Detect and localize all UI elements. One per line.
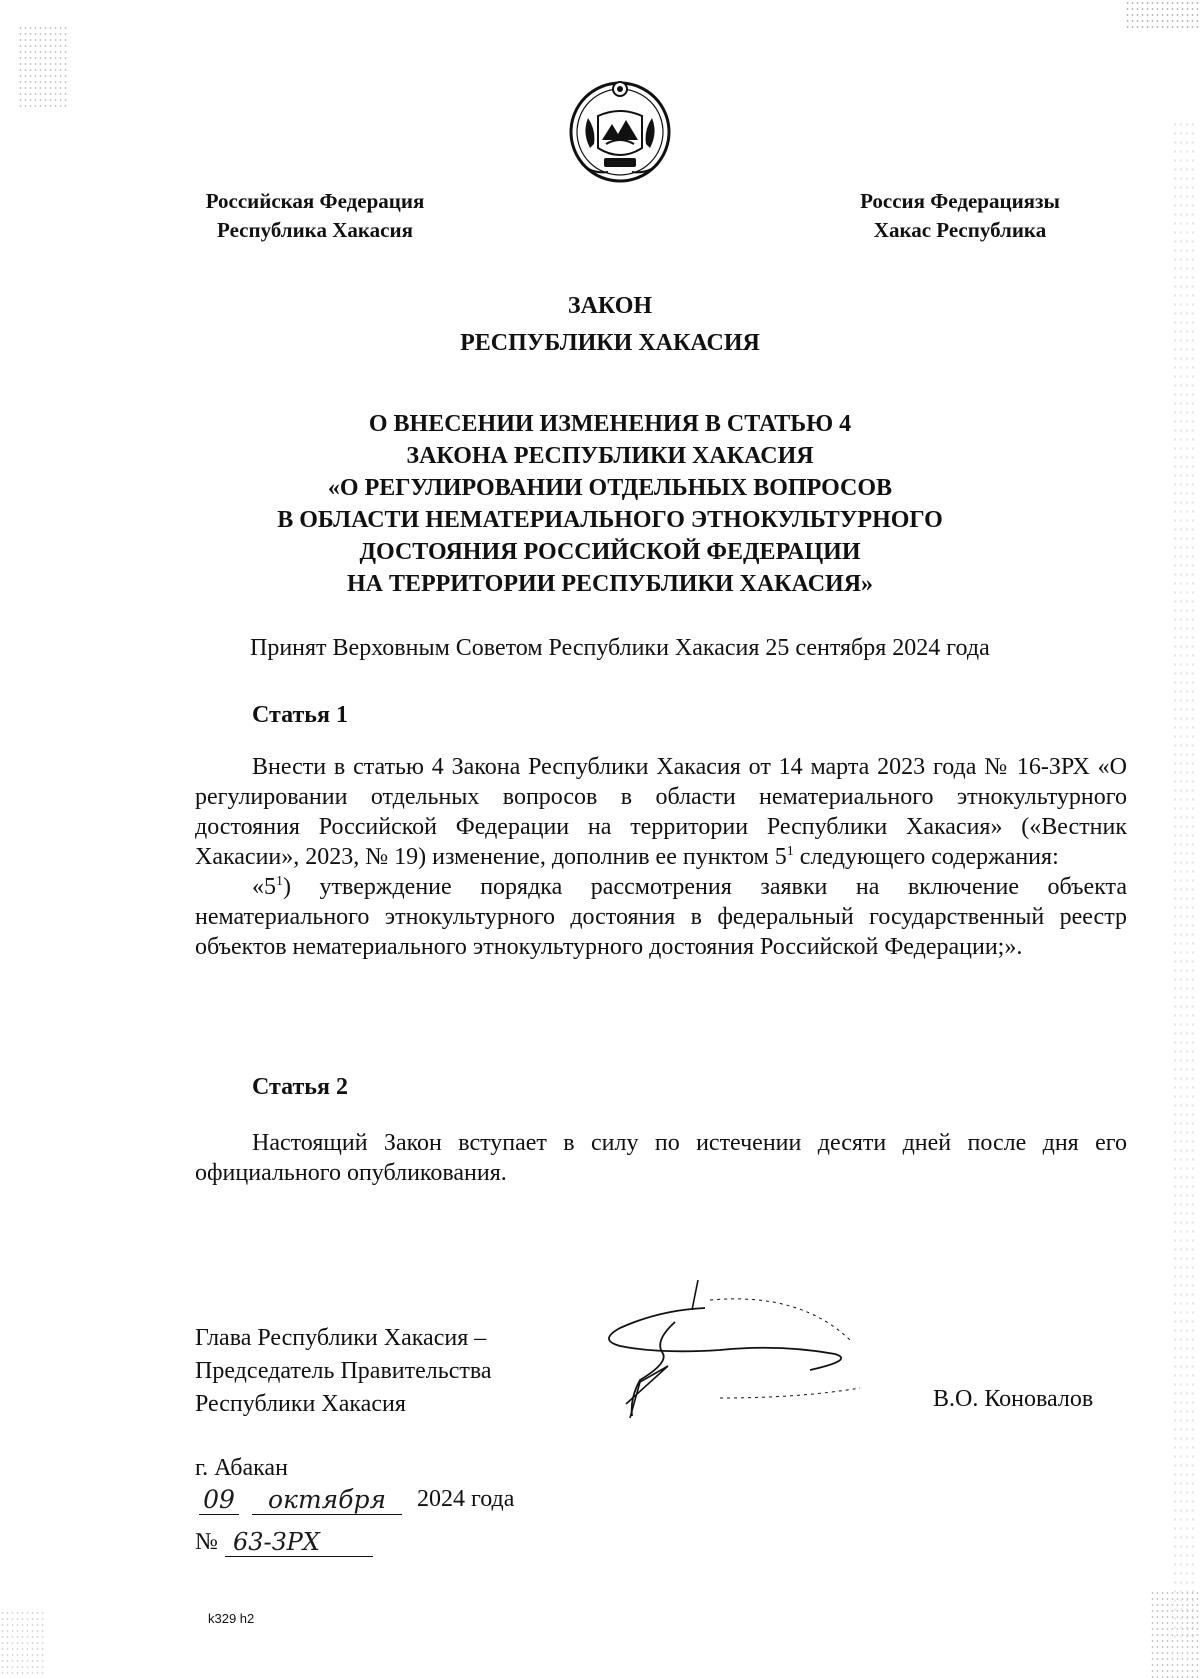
scan-noise	[1172, 120, 1198, 1640]
law-number	[195, 1528, 455, 1562]
law-subject-line: О ВНЕСЕНИИ ИЗМЕНЕНИЯ В СТАТЬЮ 4	[368, 411, 852, 437]
article-1-paragraph-1	[195, 752, 1127, 872]
city: г. Абакан	[195, 1455, 288, 1481]
header-left	[180, 187, 450, 245]
law-subject-line: НА ТЕРРИТОРИИ РЕСПУБЛИКИ ХАКАСИЯ»	[346, 571, 874, 597]
article-1-heading: Статья 1	[252, 702, 348, 728]
signatory-title-line: Председатель Правительства	[195, 1358, 492, 1384]
article-1-body	[195, 752, 1127, 962]
signatory-title	[195, 1322, 492, 1421]
article-1-quote-text: ) утверждение порядка рассмотрения заявки на включение объекта нематериального этнокультурного достояния в федеральный государственный реестр объектов нематериального этнокультурного достояния Российской Федерации;».	[195, 874, 1127, 960]
superscript: 1	[276, 874, 283, 889]
number-sign: №	[195, 1529, 218, 1555]
handwritten-signature	[600, 1270, 930, 1430]
scan-noise	[18, 25, 68, 110]
superscript: 1	[786, 844, 794, 859]
law-title-line1: ЗАКОН	[567, 293, 653, 319]
year-text: 2024 года	[417, 1486, 515, 1512]
article-2-body	[195, 1128, 1127, 1188]
law-subject	[160, 408, 1060, 600]
header-right-line1: Россия Федерациязы	[860, 189, 1060, 213]
law-title	[160, 288, 1060, 362]
signatory-title-line: Глава Республики Хакасия –	[195, 1325, 487, 1351]
scan-noise	[1150, 1590, 1200, 1678]
adoption-note: Принят Верховным Советом Республики Хакасия 25 сентября 2024 года	[250, 635, 990, 661]
handwritten-day: 09	[199, 1485, 239, 1515]
law-subject-line: ДОСТОЯНИЯ РОССИЙСКОЙ ФЕДЕРАЦИИ	[359, 539, 861, 565]
law-title-line2: РЕСПУБЛИКИ ХАКАСИЯ	[460, 330, 760, 356]
handwritten-month: октября	[252, 1485, 402, 1515]
header-right	[810, 187, 1110, 245]
scan-noise	[1125, 0, 1200, 28]
article-1-quote-start: «5	[252, 874, 276, 900]
article-2-heading: Статья 2	[252, 1074, 348, 1100]
law-subject-line: ЗАКОНА РЕСПУБЛИКИ ХАКАСИЯ	[406, 443, 814, 469]
article-1-text-a: Внести в статью 4 Закона Республики Хакасия от 14 марта 2023 года № 16-ЗРХ «О регулировании отдельных вопросов в области нематериального этнокультурного достояния Российской Федерации на территории Республики Хакасия» («Вестник Хакасии», 2023, № 19) изменение, дополнив ее пунктом 5	[195, 754, 1127, 870]
article-2-paragraph-1: Настоящий Закон вступает в силу по истечении десяти дней после дня его официального опубликования.	[195, 1130, 1127, 1186]
article-1-text-b: следующего содержания:	[793, 844, 1059, 870]
coat-of-arms-icon	[568, 78, 672, 184]
signatory-name: В.О. Коновалов	[933, 1386, 1094, 1412]
handwritten-number: 63-ЗРХ	[225, 1528, 373, 1557]
article-1-paragraph-2	[195, 872, 1127, 962]
law-subject-line: В ОБЛАСТИ НЕМАТЕРИАЛЬНОГО ЭТНОКУЛЬТУРНОГО	[277, 507, 943, 533]
header-left-line2: Республика Хакасия	[217, 218, 413, 242]
header-left-line1: Российская Федерация	[205, 189, 425, 213]
scan-noise	[0, 1610, 45, 1678]
document-code: k329 h2	[208, 1611, 255, 1626]
signing-date	[195, 1485, 595, 1519]
law-subject-line: «О РЕГУЛИРОВАНИИ ОТДЕЛЬНЫХ ВОПРОСОВ	[327, 475, 893, 501]
header-right-line2: Хакас Республика	[873, 218, 1047, 242]
signatory-title-line: Республики Хакасия	[195, 1391, 406, 1417]
